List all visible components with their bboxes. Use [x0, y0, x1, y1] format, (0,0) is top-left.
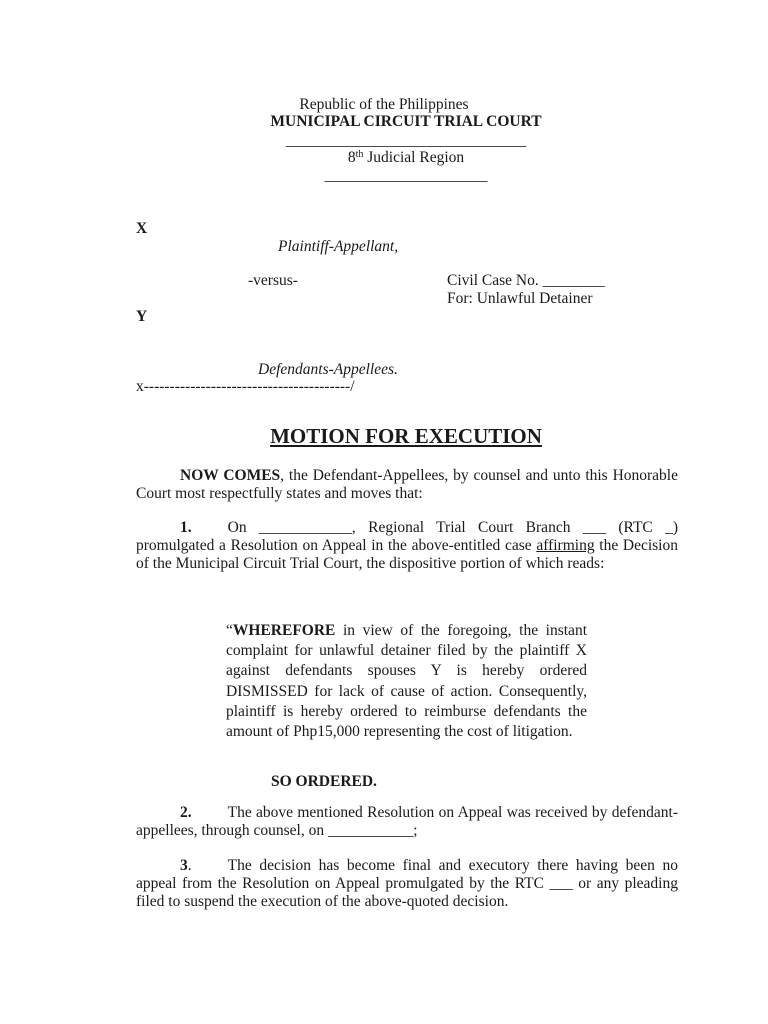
paragraph-1-number: 1.: [180, 519, 192, 536]
paragraph-1-text-before: On ____________, Regional Trial Court Branch ___ (RTC _) promulgated a Resolution on Appeal in the above-entitled case: [136, 519, 678, 554]
defendant-name: Y: [136, 308, 148, 325]
plaintiff-role: Plaintiff-Appellant,: [278, 238, 399, 255]
header-line-1: _______________________________: [285, 132, 527, 149]
plaintiff-name: X: [136, 220, 148, 237]
intro-paragraph: [136, 467, 678, 503]
paragraph-1-text-after: the Decision of the Municipal Circuit Trial Court, the dispositive portion of which reads:: [136, 537, 678, 572]
paragraph-3-number-suffix: .: [187, 857, 192, 874]
so-ordered: SO ORDERED.: [271, 773, 377, 790]
caption-divider: x----------------------------------------/: [136, 378, 355, 395]
dispositive-quote: [226, 621, 587, 742]
paragraph-3: [136, 857, 678, 911]
quote-text: in view of the foregoing, the instant complaint for unlawful detainer filed by the plaintiff X against defendants spouses Y is hereby ordered DISMISSED for lack of cause of action. Consequently, plaintiff is hereby ordered to reimburse defendants the amount of Php15,000 representing the cost of litigation.: [226, 622, 587, 741]
paragraph-3-number: 3: [180, 857, 188, 874]
defendant-role: Defendants-Appellees.: [258, 361, 398, 378]
intro-text: , the Defendant-Appellees, by counsel and unto this Honorable Court most respectfully states and moves that:: [136, 467, 678, 502]
region-suffix: th: [355, 149, 364, 160]
court-name: MUNICIPAL CIRCUIT TRIAL COURT: [270, 113, 542, 130]
quote-open-mark: “: [226, 622, 233, 639]
paragraph-1: [136, 519, 678, 573]
case-nature: For: Unlawful Detainer: [447, 290, 593, 307]
header-line-2: _____________________: [324, 167, 488, 184]
paragraph-2: [136, 804, 678, 840]
region-ordinal: 8: [347, 149, 356, 166]
document-title: MOTION FOR EXECUTION: [270, 424, 542, 448]
versus-label: -versus-: [248, 272, 298, 289]
republic-heading: Republic of the Philippines: [299, 96, 469, 113]
region-text: Judicial Region: [363, 149, 465, 166]
paragraph-3-text: The decision has become final and executory there having been no appeal from the Resolution on Appeal promulgated by the RTC ___ or any pleading filed to suspend the execution of the above-quoted decision.: [136, 857, 678, 910]
civil-case-number: Civil Case No. ________: [447, 272, 605, 289]
paragraph-2-text: The above mentioned Resolution on Appeal was received by defendant-appellees, through counsel, on ___________;: [136, 804, 678, 839]
judicial-region: [0, 149, 768, 167]
intro-lead: NOW COMES: [180, 467, 281, 484]
paragraph-1-underlined: affirming: [536, 537, 595, 554]
paragraph-2-number: 2.: [180, 804, 192, 821]
quote-lead: WHEREFORE: [232, 622, 336, 639]
